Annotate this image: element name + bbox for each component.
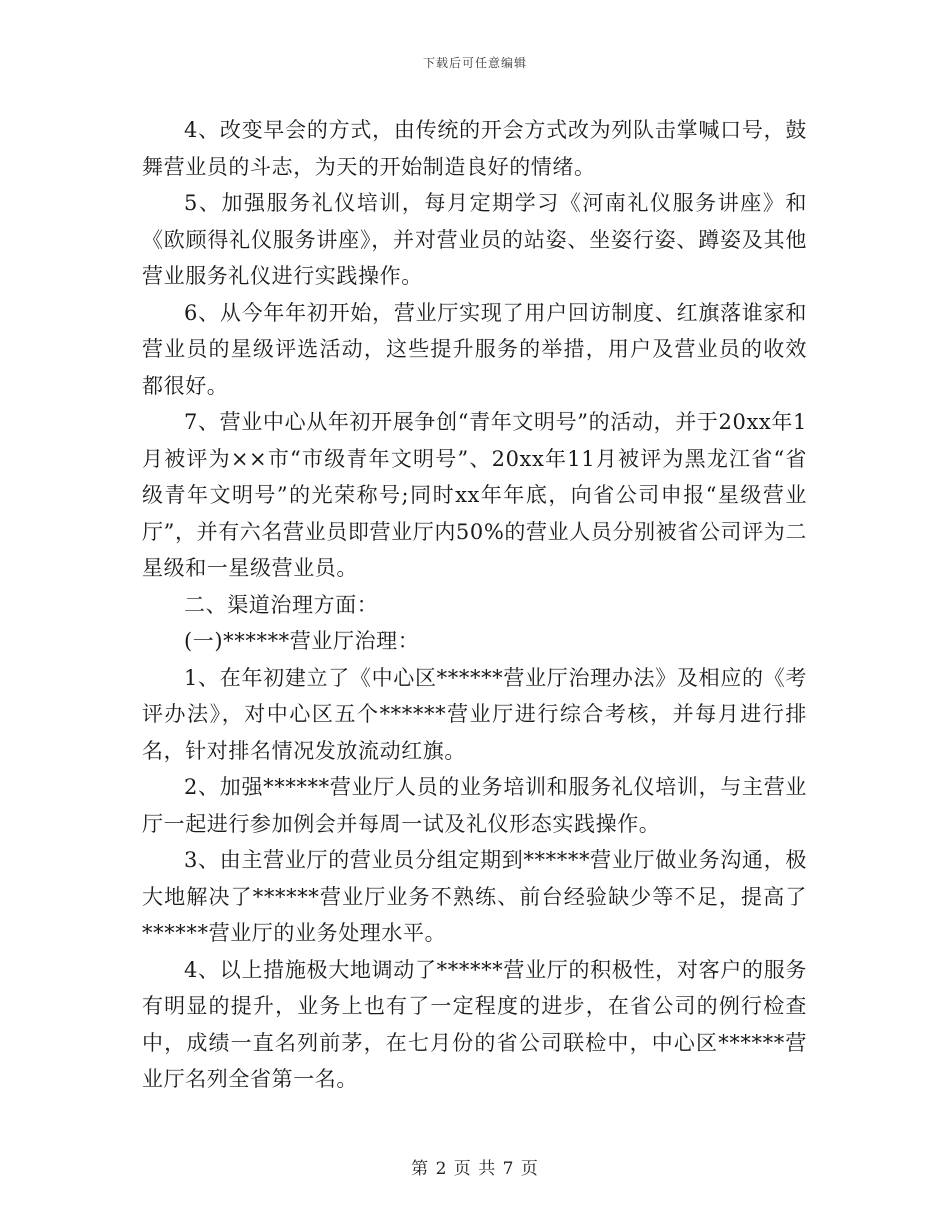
paragraph-item-5-etiquette-training: 5、加强服务礼仪培训，每月定期学习《河南礼仪服务讲座》和《欧顾得礼仪服务讲座》，并对营业员的站姿、坐姿行姿、蹲姿及其他营业服务礼仪进行实践操作。 (142, 191, 807, 288)
paragraph-item-1-management-rules: 1、在年初建立了《中心区******营业厅治理办法》及相应的《考评办法》，对中心区五个******营业厅进行综合考核，并每月进行排名，针对排名情况发放流动红旗。 (142, 665, 807, 763)
page-number-footer: 第 2 页 共 7 页 (411, 1159, 539, 1179)
paragraph-item-6-customer-visits: 6、从今年年初开始，营业厅实现了用户回访制度、红旗落谁家和营业员的星级评选活动，这些提升服务的举措，用户及营业员的收效都很好。 (142, 300, 807, 398)
subsection-heading-hall-management: (一)******营业厅治理： (184, 629, 420, 653)
paragraph-item-4-results: 4、以上措施极大地调动了******营业厅的积极性，对客户的服务有明显的提升，业务上也有了一定程度的进步，在省公司的例行检查中，成绩一直名列前茅，在七月份的省公司联检中，中心区******营业厅名列全省第一名。 (142, 957, 807, 1091)
document-body (142, 112, 807, 1098)
section-heading-channel-management: 二、渠道治理方面： (184, 592, 379, 617)
paragraph-item-7-youth-civilization: 7、营业中心从年初开展争创“青年文明号”的活动，并于20xx年1月被评为××市“市级青年文明号”、20xx年11月被评为黑龙江省“省级青年文明号”的光荣称号;同时xx年年底，向省公司申报“星级营业厅”，并有六名营业员即营业厅内50%的营业人员分别被省公司评为二星级和一星级营业员。 (142, 410, 807, 580)
paragraph-item-3-business-exchange: 3、由主营业厅的营业员分组定期到******营业厅做业务沟通，极大地解决了******营业厅业务不熟练、前台经验缺少等不足，提高了******营业厅的业务处理水平。 (142, 848, 807, 945)
page-header: 下载后可任意编辑 (422, 56, 527, 70)
paragraph-item-2-staff-training: 2、加强******营业厅人员的业务培训和服务礼仪培训，与主营业厅一起进行参加例会并每周一试及礼仪形态实践操作。 (142, 775, 807, 836)
paragraph-item-4-morning-meeting: 4、改变早会的方式，由传统的开会方式改为列队击掌喊口号，鼓舞营业员的斗志，为天的开始制造良好的情绪。 (142, 118, 807, 179)
